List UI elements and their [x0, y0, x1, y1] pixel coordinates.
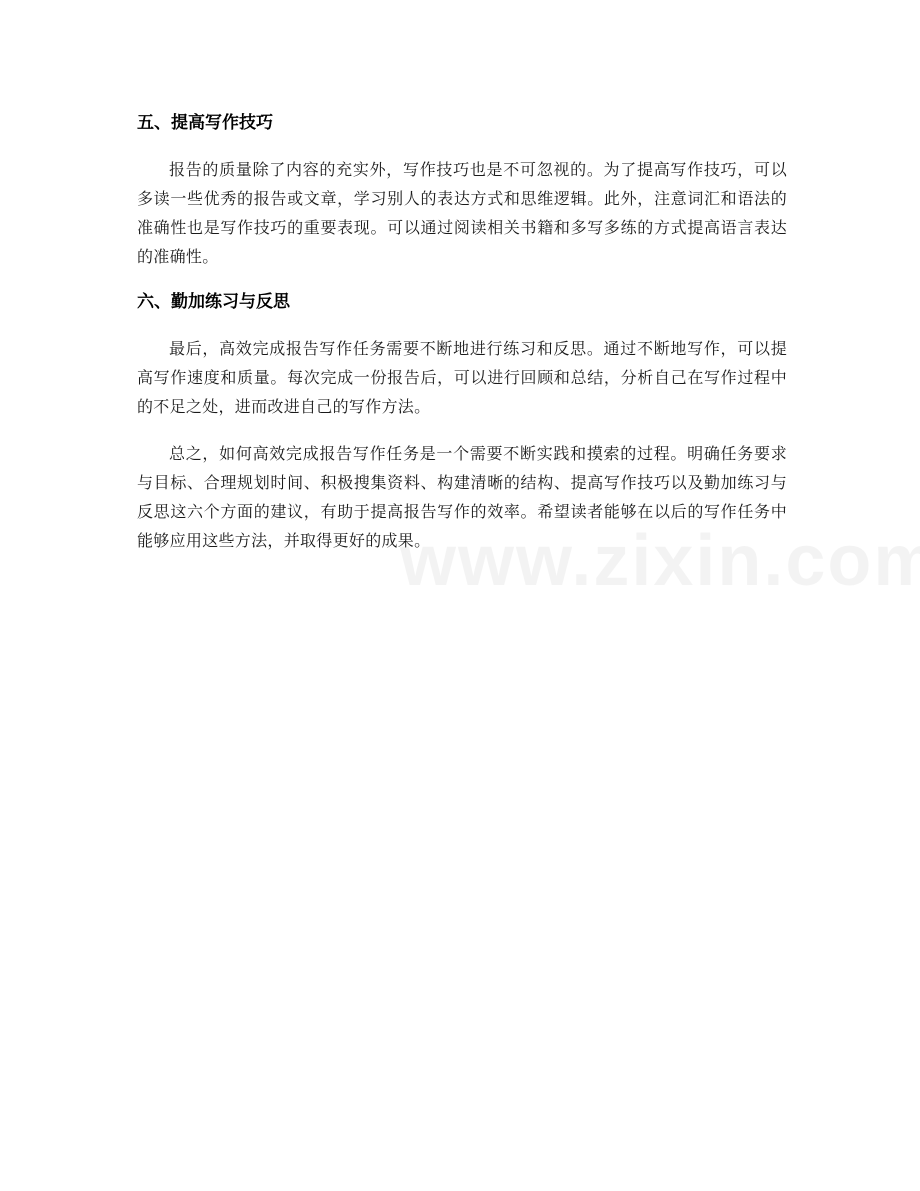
paragraph: 报告的质量除了内容的充实外，写作技巧也是不可忽视的。为了提高写作技巧，可以多读一些优秀的报告或文章，学习别人的表达方式和思维逻辑。此外，注意词汇和语法的准确性也是写作技巧的重要表现。可以通过阅读相关书籍和多写多练的方式提高语言表达的准确性。 [137, 160, 787, 266]
paragraph: 最后，高效完成报告写作任务需要不断地进行练习和反思。通过不断地写作，可以提高写作速度和质量。每次完成一份报告后，可以进行回顾和总结，分析自己在写作过程中的不足之处，进而改进自己的写作方法。 [137, 339, 787, 416]
document-body [137, 108, 787, 573]
section-heading: 六、勤加练习与反思 [137, 292, 290, 312]
conclusion-paragraph: 总之，如何高效完成报告写作任务是一个需要不断实践和摸索的过程。明确任务要求与目标、合理规划时间、积极搜集资料、构建清晰的结构、提高写作技巧以及勤加练习与反思这六个方面的建议，有助于提高报告写作的效率。希望读者能够在以后的写作任务中能够应用这些方法，并取得更好的成果。 [137, 444, 787, 550]
section-practice-reflection [137, 287, 787, 555]
section-heading: 五、提高写作技巧 [137, 113, 273, 133]
section-writing-skills [137, 108, 787, 271]
